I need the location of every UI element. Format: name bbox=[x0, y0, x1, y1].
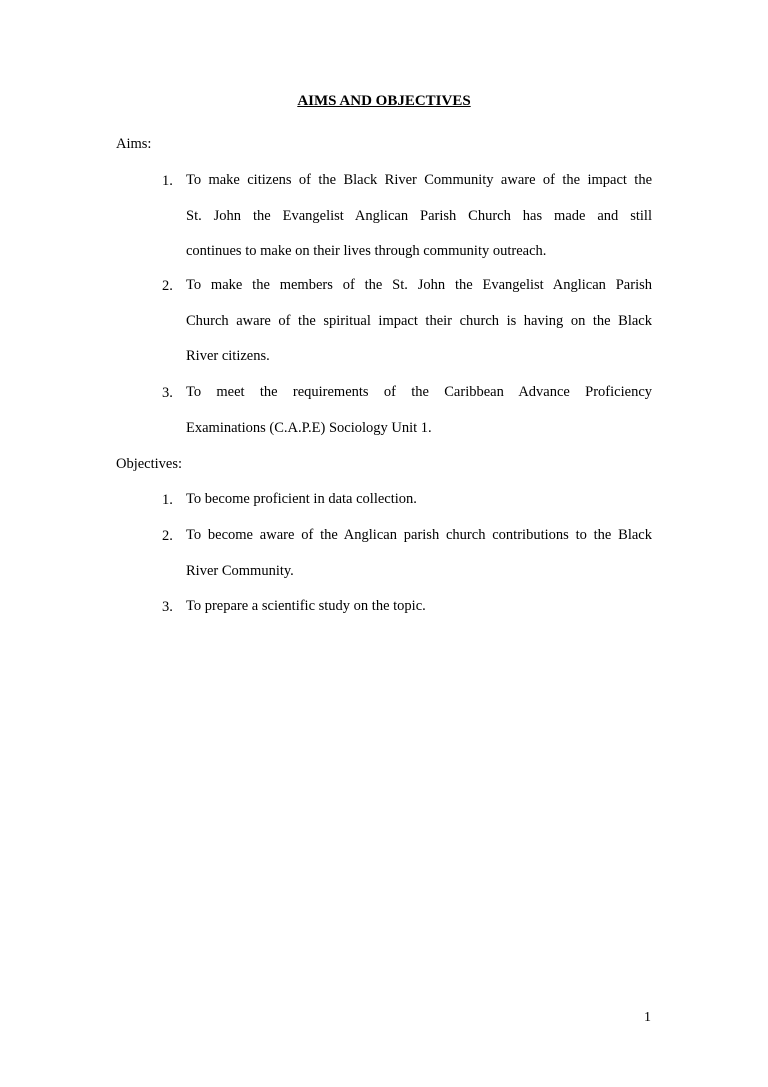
text-line: Examinations (C.A.P.E) Sociology Unit 1. bbox=[186, 419, 432, 436]
text-line: To meet the requirements of the Caribbean Advance Proficiency bbox=[186, 384, 652, 400]
list-number: 2. bbox=[162, 278, 173, 294]
list-text bbox=[186, 268, 652, 375]
text-line: Church aware of the spiritual impact their church is having on the Black bbox=[186, 312, 652, 329]
text-line: To become proficient in data collection. bbox=[186, 491, 417, 507]
list-number: 1. bbox=[162, 492, 173, 508]
page-number: 1 bbox=[644, 1010, 651, 1025]
list-text bbox=[186, 163, 652, 270]
list-text bbox=[186, 482, 652, 518]
list-text bbox=[186, 589, 652, 625]
page-title: AIMS AND OBJECTIVES bbox=[297, 93, 471, 109]
text-line: continues to make on their lives through community outreach. bbox=[186, 243, 547, 259]
text-line: To become aware of the Anglican parish church contributions to the Black bbox=[186, 527, 652, 543]
text-line: To prepare a scientific study on the topic. bbox=[186, 598, 426, 614]
list-number: 3. bbox=[162, 385, 173, 401]
aims-heading: Aims: bbox=[116, 136, 152, 152]
text-line: To make the members of the St. John the Evangelist Anglican Parish bbox=[186, 277, 652, 293]
list-number: 1. bbox=[162, 173, 173, 189]
list-number: 2. bbox=[162, 528, 173, 544]
text-line: To make citizens of the Black River Community aware of the impact the bbox=[186, 172, 652, 188]
list-text bbox=[186, 518, 652, 589]
text-line: St. John the Evangelist Anglican Parish Church has made and still bbox=[186, 207, 652, 224]
text-line: River Community. bbox=[186, 562, 294, 579]
text-line: River citizens. bbox=[186, 348, 270, 364]
objectives-heading: Objectives: bbox=[116, 456, 183, 472]
list-text bbox=[186, 375, 652, 446]
list-number: 3. bbox=[162, 599, 173, 615]
